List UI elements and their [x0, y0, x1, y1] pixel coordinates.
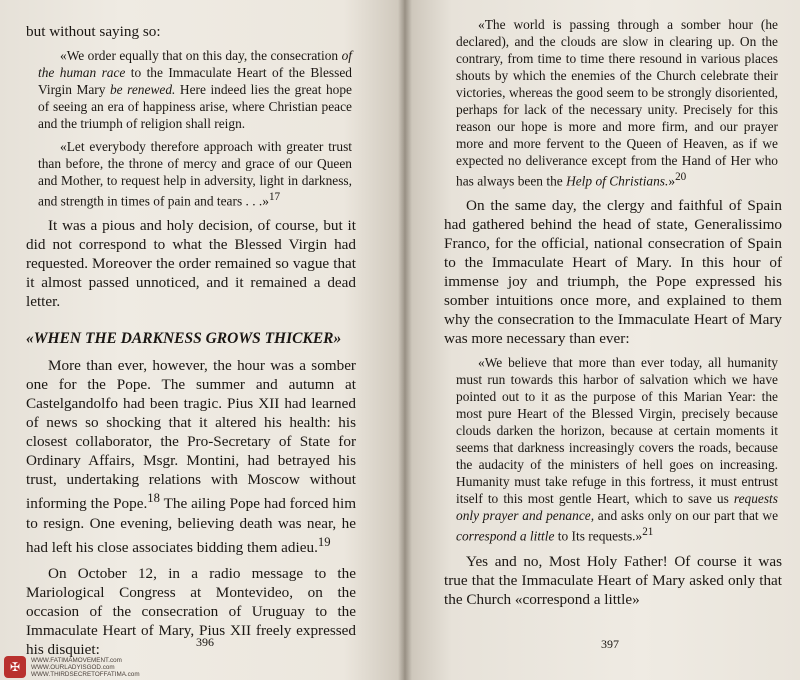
quote-trust: «Let everybody therefore approach with greater trust than before, the throne of mercy and grace of our Queen and Mother, to request help in adversity, light in darkness, and strength in times of pain and tears . . .»$^{17}$: [38, 139, 352, 209]
paragraph-october-12: On October 12, in a radio message to the Mariological Congress at Montevideo, on the occasion of the consecration of Uruguay to the Immaculate Heart of Mary, Pius XII freely expressed his disquiet:: [26, 564, 356, 658]
footnote-ref: 20: [675, 171, 687, 183]
quote-consecration: «We order equally that on this day, the consecration of the human race to the Immaculate Heart of the Blessed Virgin Mary be renewed. Here indeed lies the great hope of seeing an era of happiness arise, where Christian peace and the triumph of religion shall reign.: [38, 48, 352, 131]
paragraph-yes-and-no: Yes and no, Most Holy Father! Of course it was true that the Immaculate Heart of Mary asked only that the Church «correspond a little»: [444, 552, 782, 608]
page-number: 397: [601, 637, 619, 651]
left-page-text: [26, 22, 356, 659]
watermark: [4, 656, 140, 678]
opening-line: but without saying so:: [26, 23, 161, 40]
quote-humanity: «We believe that more than ever today, all humanity must run towards this harbor of salvation which we have pointed out to it as the purpose of this Marian Year: the most pure Heart of the Blessed Virgin, precisely because clouds darken the horizon, because at certain moments it seems that darkness increasingly covers the roads, because the audacity of the ministers of hell goes on increasing. Humanity must take refuge in this fortress, it must entrust itself to this most gentle Heart, which to save us requests only prayer and penance, and asks only on our part that we correspond a little to Its requests.»$^{21}$: [456, 355, 779, 544]
paragraph-spain: On the same day, the clergy and faithful of Spain had gathered behind the head of state, Generalissimo Franco, for the official, national consecration of Spain to the Immaculate Heart of Mary. In this hour of immense joy and triumph, the Pope expressed his somber intuitions once more, and explained to them why the consecration to the Immaculate Heart of Mary was more necessary than ever:: [444, 197, 782, 348]
quote-world-somber: «The world is passing through a somber hour (he declared), and the clouds are slow in clearing up. On the contrary, from time to time there resound in various places shouts by which the enemies of the Church celebrate their victories, whereas the good seem to be strongly disoriented, perhaps for lack of the necessary unity. Precisely for this reason our hope is more and more firm, and our prayer more and more fervent to the Queen of Heaven, as if we expected no deliverance except from the Hand of Her who has always been the Help of Christians.»$^{20}$: [456, 17, 778, 189]
footnote-ref: 17: [268, 191, 281, 203]
page-number: 396: [196, 635, 214, 649]
watermark-urls: WWW.FATIMAMOVEMENT.com WWW.OURLADYISGOD.com WWW.THIRDSECRETOFFATIMA.com: [31, 656, 140, 678]
right-page-text: [444, 16, 782, 609]
footnote-ref: 18: [147, 491, 160, 506]
footnote-ref: 21: [642, 526, 654, 539]
paragraph-somber-hour: More than ever, however, the hour was a somber one for the Pope. The summer and autumn at Castelgandolfo had been tragic. Pius XII had learned of news so shocking that it altered his health: his closest collaborator, the Pro-Secretary of State for Ordinary Affairs, Msgr. Montini, had betrayed his trust, undertaking relations with Moscow without informing the Pope.$^{18}$ The ailing Pope had forced him to resign. One evening, believing death was near, he had left his close associates bidding them adieu.$^{19}$: [26, 357, 357, 556]
section-heading: «WHEN THE DARKNESS GROWS THICKER»: [26, 330, 342, 348]
paragraph-pious-decision: It was a pious and holy decision, of course, but it did not correspond to what the Blessed Virgin had requested. Moreover the order remained so vague that it almost passed unnoticed, and it remained a dead letter.: [26, 217, 356, 311]
seal-icon: ✠: [4, 656, 26, 678]
right-page: [404, 0, 800, 680]
footnote-ref: 19: [317, 534, 331, 549]
book-gutter: [398, 0, 412, 680]
